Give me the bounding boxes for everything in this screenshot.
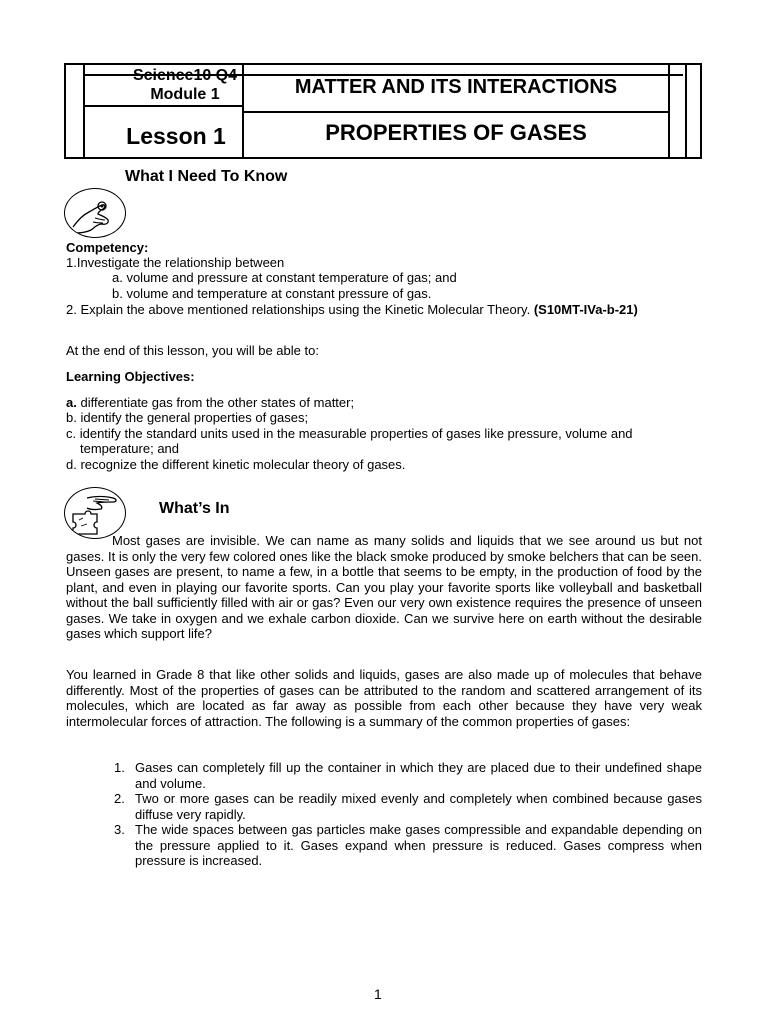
objectives-intro: At the end of this lesson, you will be able to: <box>66 343 319 358</box>
subject-line-2: Module 1 <box>150 86 220 103</box>
competency-item-1: 1.Investigate the relationship between <box>66 255 285 270</box>
objective-c-line-2: temperature; and <box>80 441 180 456</box>
property-text-1: Gases can completely fill up the container in which they are placed due to their undefined shape and volume. <box>135 760 702 791</box>
property-text-3: The wide spaces between gas particles make gases compressible and expandable depending on the pressure applied to it. Gases expand when pressure is reduced. Gases compress when pressure is increased. <box>135 822 702 868</box>
section-title-need-to-know: What I Need To Know <box>125 168 288 185</box>
property-item-1 <box>114 760 702 791</box>
pointing-hand-drawing <box>65 189 125 237</box>
whats-in-paragraph-1: Most gases are invisible. We can name as many solids and liquids that we see around us but not gases. It is only the very few colored ones like the black smoke produced by smoke belchers that can be seen. Unseen gases are present, to name a few, in a bottle that seems to be empty, in the production of food by the plant, and even in playing our favorite sports. Can you play your favorite sports like volleyball and basketball without the ball sufficiently filled with air or gas? Even our very own existence requires the presence of unseen gases. We take in oxygen and we exhale carbon dioxide. Can we survive here on earth without the desirable gases which support life? <box>66 533 702 641</box>
header-right-row-divider <box>242 111 668 113</box>
page-number: 1 <box>374 986 382 1002</box>
main-title: MATTER AND ITS INTERACTIONS <box>294 76 618 98</box>
objective-a-text: differentiate gas from the other states of matter; <box>80 395 355 410</box>
hand-puzzle-drawing <box>65 488 125 538</box>
property-number-1: 1. <box>114 760 125 775</box>
header-left-margin-line <box>83 65 85 157</box>
competency-item-1b: b. volume and temperature at constant pressure of gas. <box>112 286 432 301</box>
objective-b: b. identify the general properties of gases; <box>66 410 309 425</box>
competency-label: Competency: <box>66 240 149 255</box>
competency-item-2 <box>66 302 638 318</box>
objective-d: d. recognize the different kinetic molecular theory of gases. <box>66 457 406 472</box>
header-table <box>64 63 702 159</box>
header-right-margin-line-1 <box>668 65 670 157</box>
competency-item-1a: a. volume and pressure at constant temperature of gas; and <box>112 270 457 285</box>
lesson-title: PROPERTIES OF GASES <box>325 120 587 145</box>
lesson-label: Lesson 1 <box>126 123 226 149</box>
property-text-2: Two or more gases can be readily mixed evenly and completely when combined because gases diffuse very rapidly. <box>135 791 702 822</box>
whats-in-paragraph-2: You learned in Grade 8 that like other solids and liquids, gases are also made up of molecules that behave differently. Most of the properties of gases can be attributed to the random and scattered arrangement of its molecules, which are located as far away as possible from each other because they have very weak intermolecular forces of attraction. The following is a summary of the common properties of gases: <box>66 667 702 729</box>
objectives-label: Learning Objectives: <box>66 369 195 384</box>
header-left-row-divider <box>83 105 242 107</box>
pointing-hand-icon <box>64 188 126 238</box>
property-number-2: 2. <box>114 791 125 806</box>
objective-a <box>66 395 354 411</box>
subject-line-1: Science10 Q4 <box>132 67 238 84</box>
objective-c-line-1: c. identify the standard units used in the measurable properties of gases like pressure, volume and <box>66 426 633 441</box>
property-item-2 <box>114 791 702 822</box>
objective-a-letter: a. <box>66 395 77 410</box>
hand-puzzle-icon <box>64 487 126 539</box>
section-title-whats-in: What’s In <box>159 500 230 517</box>
property-item-3 <box>114 822 702 869</box>
property-number-3: 3. <box>114 822 125 837</box>
competency-code: (S10MT-IVa-b-21) <box>533 302 638 317</box>
competency-item-2-text: 2. Explain the above mentioned relationships using the Kinetic Molecular Theory. <box>66 302 531 317</box>
header-right-margin-line-2 <box>685 65 687 157</box>
